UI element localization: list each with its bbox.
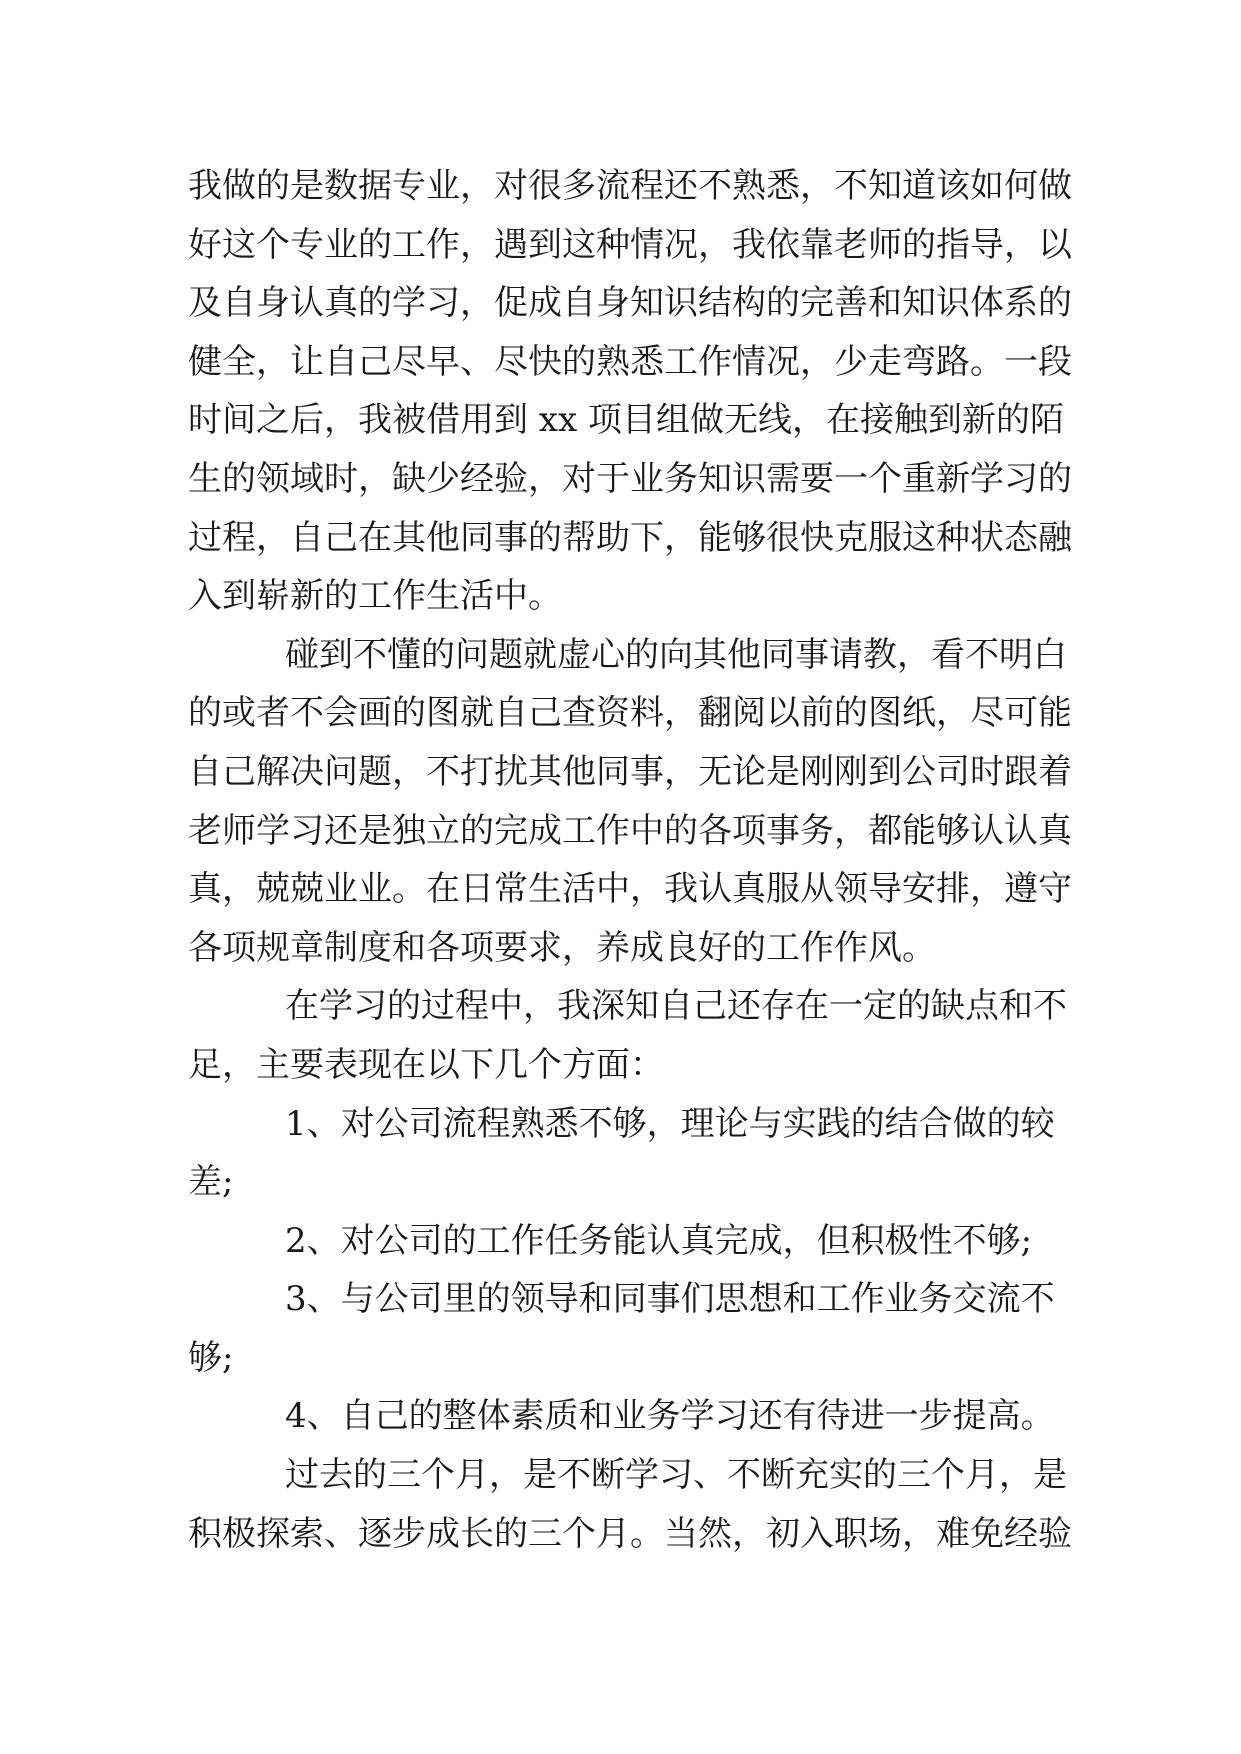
text-line: 健全，让自己尽早、尽快的熟悉工作情况，少走弯路。一段 <box>188 341 1072 382</box>
text-line: 积极探索、逐步成长的三个月。当然，初入职场，难免经验 <box>188 1513 1072 1554</box>
text-line: 在学习的过程中，我深知自己还存在一定的缺点和不 <box>285 986 1067 1027</box>
text-line: 差; <box>188 1162 234 1203</box>
text-line: 1、对公司流程熟悉不够，理论与实践的结合做的较 <box>285 1103 1055 1144</box>
text-line: 我做的是数据专业，对很多流程还不熟悉，不知道该如何做 <box>188 166 1072 206</box>
text-line: 碰到不懂的问题就虚心的向其他同事请教，看不明白 <box>285 634 1067 675</box>
text-line: 的或者不会画的图就自己查资料，翻阅以前的图纸，尽可能 <box>188 693 1072 734</box>
text-line: 够; <box>188 1337 234 1378</box>
text-line: 时间之后，我被借用到 xx 项目组做无线，在接触到新的陌 <box>188 400 1064 441</box>
text-line: 过程，自己在其他同事的帮助下，能够很快克服这种状态融 <box>188 517 1072 558</box>
text-line: 3、与公司里的领导和同事们思想和工作业务交流不 <box>285 1279 1055 1320</box>
text-line: 生的领域时，缺少经验，对于业务知识需要一个重新学习的 <box>188 458 1072 499</box>
text-line: 及自身认真的学习，促成自身知识结构的完善和知识体系的 <box>188 283 1072 324</box>
document-body <box>188 157 1072 1563</box>
text-line: 足，主要表现在以下几个方面： <box>188 1044 664 1085</box>
text-line: 好这个专业的工作，遇到这种情况，我依靠老师的指导，以 <box>188 224 1072 265</box>
text-line: 老师学习还是独立的完成工作中的各项事务，都能够认认真 <box>188 810 1072 851</box>
text-line: 自己解决问题，不打扰其他同事，无论是刚刚到公司时跟着 <box>188 751 1072 792</box>
text-line: 真，兢兢业业。在日常生活中，我认真服从领导安排，遵守 <box>188 869 1072 910</box>
text-line: 2、对公司的工作任务能认真完成，但积极性不够; <box>285 1220 1033 1261</box>
text-line: 入到崭新的工作生活中。 <box>188 576 562 617</box>
text-line: 4、自己的整体素质和业务学习还有待进一步提高。 <box>285 1396 1055 1437</box>
text-line: 各项规章制度和各项要求，养成良好的工作作风。 <box>188 927 936 968</box>
text-line: 过去的三个月，是不断学习、不断充实的三个月，是 <box>285 1455 1067 1496</box>
